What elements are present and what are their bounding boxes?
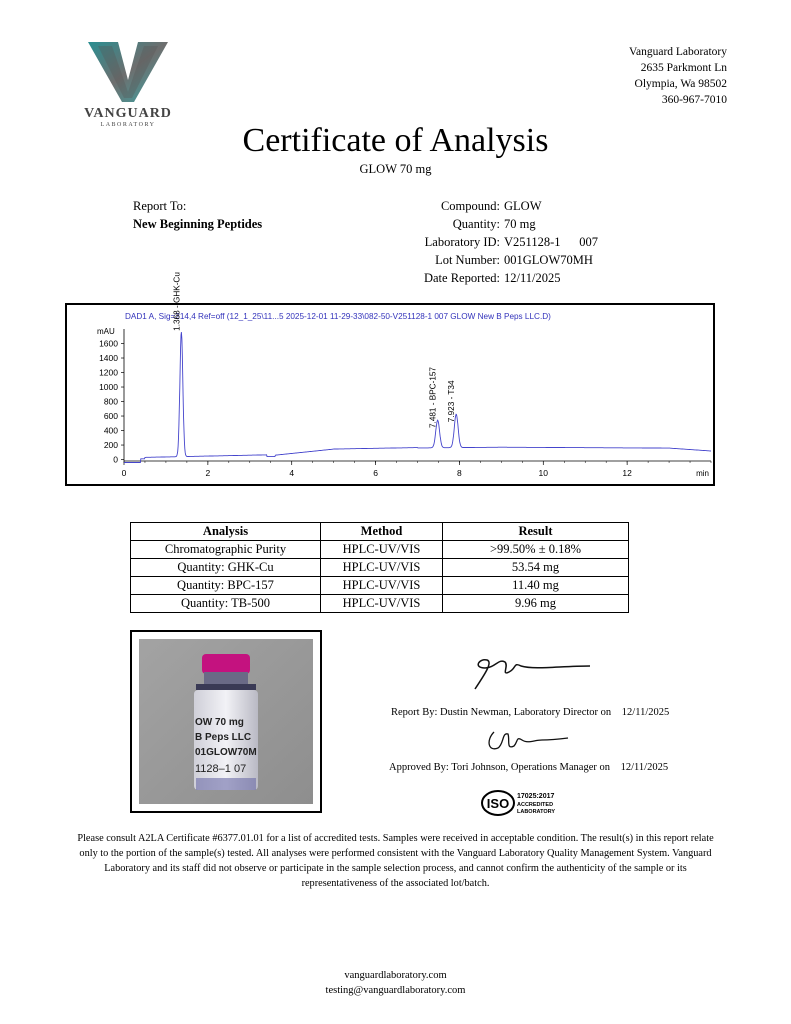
y-tick-label: 800 <box>103 396 118 407</box>
chromatogram-trace <box>124 332 711 462</box>
results-table <box>130 522 629 613</box>
approved-by-date: 12/11/2025 <box>620 762 669 773</box>
report-to-name: New Beginning Peptides <box>133 217 263 231</box>
approved-by-text: Approved By: Tori Johnson, Operations Manager on <box>389 762 610 773</box>
director-signature <box>465 654 595 694</box>
iso-mark: ISO <box>486 796 510 811</box>
sample-info <box>380 197 598 287</box>
vial-label-line1: OW 70 mg <box>195 717 244 728</box>
meta-value: 12/11/2025 <box>504 271 561 285</box>
page-subtitle: GLOW 70 mg <box>359 162 432 176</box>
x-tick-label: 4 <box>289 468 295 478</box>
meta-key: Date Reported: <box>423 271 500 285</box>
y-tick-label: 200 <box>103 440 118 451</box>
table-row <box>131 595 629 613</box>
chart-title: DAD1 A, Sig=214,4 Ref=off (12_1_25\11...5 2025-12-01 11-29-33\082-50-V251128-1 007 GLOW New B Peps LLC.D) <box>125 312 551 321</box>
y-tick-label: 0 <box>113 454 118 465</box>
meta-key: Quantity: <box>452 217 500 231</box>
iso-accreditation-badge <box>481 789 556 817</box>
meta-value: V251128-1 007 <box>504 235 598 249</box>
x-tick-label: 12 <box>622 468 632 478</box>
lab-phone: 360-967-7010 <box>661 94 727 106</box>
cell-analysis: Quantity: TB-500 <box>131 595 321 613</box>
meta-row <box>380 251 598 269</box>
table-row <box>131 541 629 559</box>
report-by-line <box>391 707 669 718</box>
disclaimer: Please consult A2LA Certificate #6377.01.01 for a list of accredited tests. Samples were received in acceptable condition. The result(s) in this report relate only to the portion of the sample(s) tested. All analyses were performed consistent with the Vanguard Laboratory Quality Management System. Vanguard Laboratory and its staff did not observe or participate in the sample selection process, and cannot confirm the authenticity of the sample or its representativeness of the associated lot/batch. <box>77 833 714 889</box>
iso-standard: 17025:2017 <box>517 793 555 800</box>
header-analysis: Analysis <box>131 523 321 541</box>
meta-value: GLOW <box>504 199 542 213</box>
lab-name: Vanguard Laboratory <box>628 46 727 58</box>
x-axis-label: min <box>696 469 709 478</box>
cell-result: 9.96 mg <box>443 595 629 613</box>
table-header-row <box>131 523 629 541</box>
cell-method: HPLC-UV/VIS <box>321 595 443 613</box>
meta-row <box>380 215 598 233</box>
footer-website[interactable]: vanguardlaboratory.com <box>344 970 447 981</box>
x-tick-label: 0 <box>121 468 127 478</box>
logo-text: VANGUARD <box>84 106 172 121</box>
cell-analysis: Quantity: GHK-Cu <box>131 559 321 577</box>
table-row <box>131 559 629 577</box>
cell-method: HPLC-UV/VIS <box>321 541 443 559</box>
page-title: Certificate of Analysis <box>242 122 549 159</box>
table-row <box>131 577 629 595</box>
peak-label: 7.923 - T34 <box>447 380 457 423</box>
x-tick-label: 8 <box>457 468 462 478</box>
x-tick-label: 6 <box>373 468 378 478</box>
report-to-label: Report To: <box>133 199 187 213</box>
x-tick-label: 2 <box>205 468 211 478</box>
vial-label-line4: 1128–1 07 <box>195 763 247 775</box>
y-tick-label: 1400 <box>99 353 118 364</box>
report-by-date: 12/11/2025 <box>621 707 670 718</box>
cell-analysis: Quantity: BPC-157 <box>131 577 321 595</box>
lab-address <box>629 44 727 108</box>
manager-signature <box>482 726 572 756</box>
cell-analysis: Chromatographic Purity <box>131 541 321 559</box>
peak-label: 1.368 - GHK-Cu <box>172 272 182 331</box>
lab-city: Olympia, Wa 98502 <box>634 78 727 90</box>
y-tick-label: 1600 <box>99 338 118 349</box>
meta-value: 001GLOW70MH <box>504 253 593 267</box>
sample-photo-frame <box>130 630 322 813</box>
meta-row <box>380 269 598 287</box>
vial-label-line3: 01GLOW70M <box>195 747 257 758</box>
y-tick-label: 400 <box>103 425 118 436</box>
cell-method: HPLC-UV/VIS <box>321 559 443 577</box>
cell-result: 11.40 mg <box>443 577 629 595</box>
vial-label-line2: B Peps LLC <box>195 732 252 743</box>
y-tick-label: 1000 <box>99 382 118 393</box>
sample-vial-photo <box>132 632 320 811</box>
header-method: Method <box>321 523 443 541</box>
x-tick-label: 10 <box>538 468 549 478</box>
meta-key: Compound: <box>440 199 500 213</box>
report-to <box>133 197 262 233</box>
header-result: Result <box>443 523 629 541</box>
meta-key: Lot Number: <box>435 253 500 267</box>
logo-subtext: LABORATORY <box>100 122 156 128</box>
meta-value: 70 mg <box>504 217 536 231</box>
lab-street: 2635 Parkmont Ln <box>640 62 727 74</box>
y-tick-label: 600 <box>103 411 118 422</box>
y-tick-label: 1200 <box>99 367 118 378</box>
cell-result: >99.50% ± 0.18% <box>443 541 629 559</box>
footer <box>0 968 791 998</box>
vanguard-logo <box>78 40 178 130</box>
cell-method: HPLC-UV/VIS <box>321 577 443 595</box>
report-by-text: Report By: Dustin Newman, Laboratory Director on <box>391 707 612 718</box>
footer-email[interactable]: testing@vanguardlaboratory.com <box>325 985 466 996</box>
iso-line2: LABORATORY <box>517 809 556 815</box>
meta-row <box>380 233 598 251</box>
y-axis-label: mAU <box>97 327 115 336</box>
approved-by-line <box>389 762 668 773</box>
peak-label: 7.481 - BPC-157 <box>428 366 438 428</box>
iso-line1: ACCREDITED <box>517 802 554 808</box>
cell-result: 53.54 mg <box>443 559 629 577</box>
meta-key: Laboratory ID: <box>424 235 500 249</box>
meta-row <box>380 197 598 215</box>
